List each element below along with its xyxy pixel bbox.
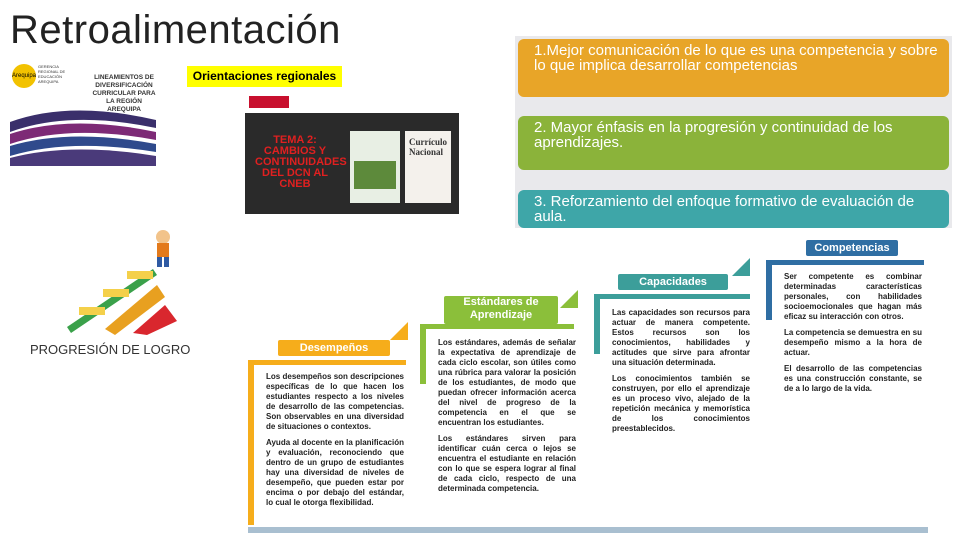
estandares-text: Los estándares, además de señalar la expectativa de aprendizaje de cada ciclo escolar, son útiles como una rúbrica para valorar la posición de los estudiantes, de modo que puedan ofrecer información acerca del nivel de progreso de la competencia en el que se encuentran los estudiantes. Los estándares sirven para identificar cuán cerca o lejos se encuentra el estudiante en relación con lo que se espera lograr al final de cada ciclo, respecto de una determinada competencia. [438,338,576,493]
staircase-baseline [248,527,928,533]
key-points-panel [515,36,952,228]
point-3: 3. Reforzamiento del enfoque formativo de evaluación de aula. [518,190,949,228]
capacidades-text: Las capacidades son recursos para actuar de manera competente. Estos recursos son los conocimientos, habilidades y actitudes que sirve para afrontar una situación determinada. Los conocimientos también se construyen, por ello el aprendizaje es un proceso vivo, alejado de la repetición mecánica y memorística de los conocimientos preestablecidos. [612,308,750,433]
competencias-text: Ser competente es combinar determinadas características personales, con habilidades socioemocionales que hagan más eficaz su interacción con otros. La competencia se demuestra en su desempeño mismo a la hora de actuar. El desarrollo de las competencias es una construcción constante, se de a lo largo de la vida. [784,272,922,393]
orientaciones-regionales-label: Orientaciones regionales [187,66,342,87]
document-title: LINEAMIENTOS DE DIVERSIFICACIÓN CURRICULAR PARA LA REGIÓN AREQUIPA [92,74,156,113]
competencias-header: Competencias [806,240,898,256]
book-cover-green [350,131,400,203]
curriculo-book-title: Currículo Nacional [409,137,447,157]
competency-staircase [248,242,928,530]
point-2: 2. Mayor énfasis en la progresión y continuidad de los aprendizajes. [518,116,949,170]
curriculo-book-cover [405,131,451,203]
cover-swoosh-graphic [10,60,156,166]
cambios-continuidades-slide [245,91,459,214]
capacidades-header: Capacidades [618,274,728,290]
desempenos-text: Los desempeños son descripciones específicas de lo que hacen los estudiantes respecto a los niveles de desarrollo de las competencias. Son observables en una diversidad de situaciones o contextos. Ayuda al docente en la planificación y evaluación, reconociendo que dentro de un grupo de estudiantes hay una diversidad de niveles de desempeño, que pueden estar por encima o por debajo del estándar, lo cual le otorga flexibilidad. [266,372,404,507]
estandares-header: Estándares de Aprendizaje [444,296,558,324]
slide-topic: TEMA 2: CAMBIOS Y CONTINUIDADES DEL DCN AL CNEB [255,134,347,190]
progresion-label: PROGRESIÓN DE LOGRO [30,342,191,357]
point-1: 1.Mejor comunicación de lo que es una competencia y sobre lo que implica desarrollar competencias [518,39,949,97]
diversification-document-cover [10,60,156,166]
regional-logo: Arequipa [12,64,36,88]
peru-logo [249,96,289,108]
progression-staircase-illustration [65,225,190,335]
document-organization: GERENCIA REGIONAL DE EDUCACIÓN AREQUIPA [38,64,66,84]
page-title: Retroalimentación [10,8,341,52]
desempenos-header: Desempeños [278,340,390,356]
